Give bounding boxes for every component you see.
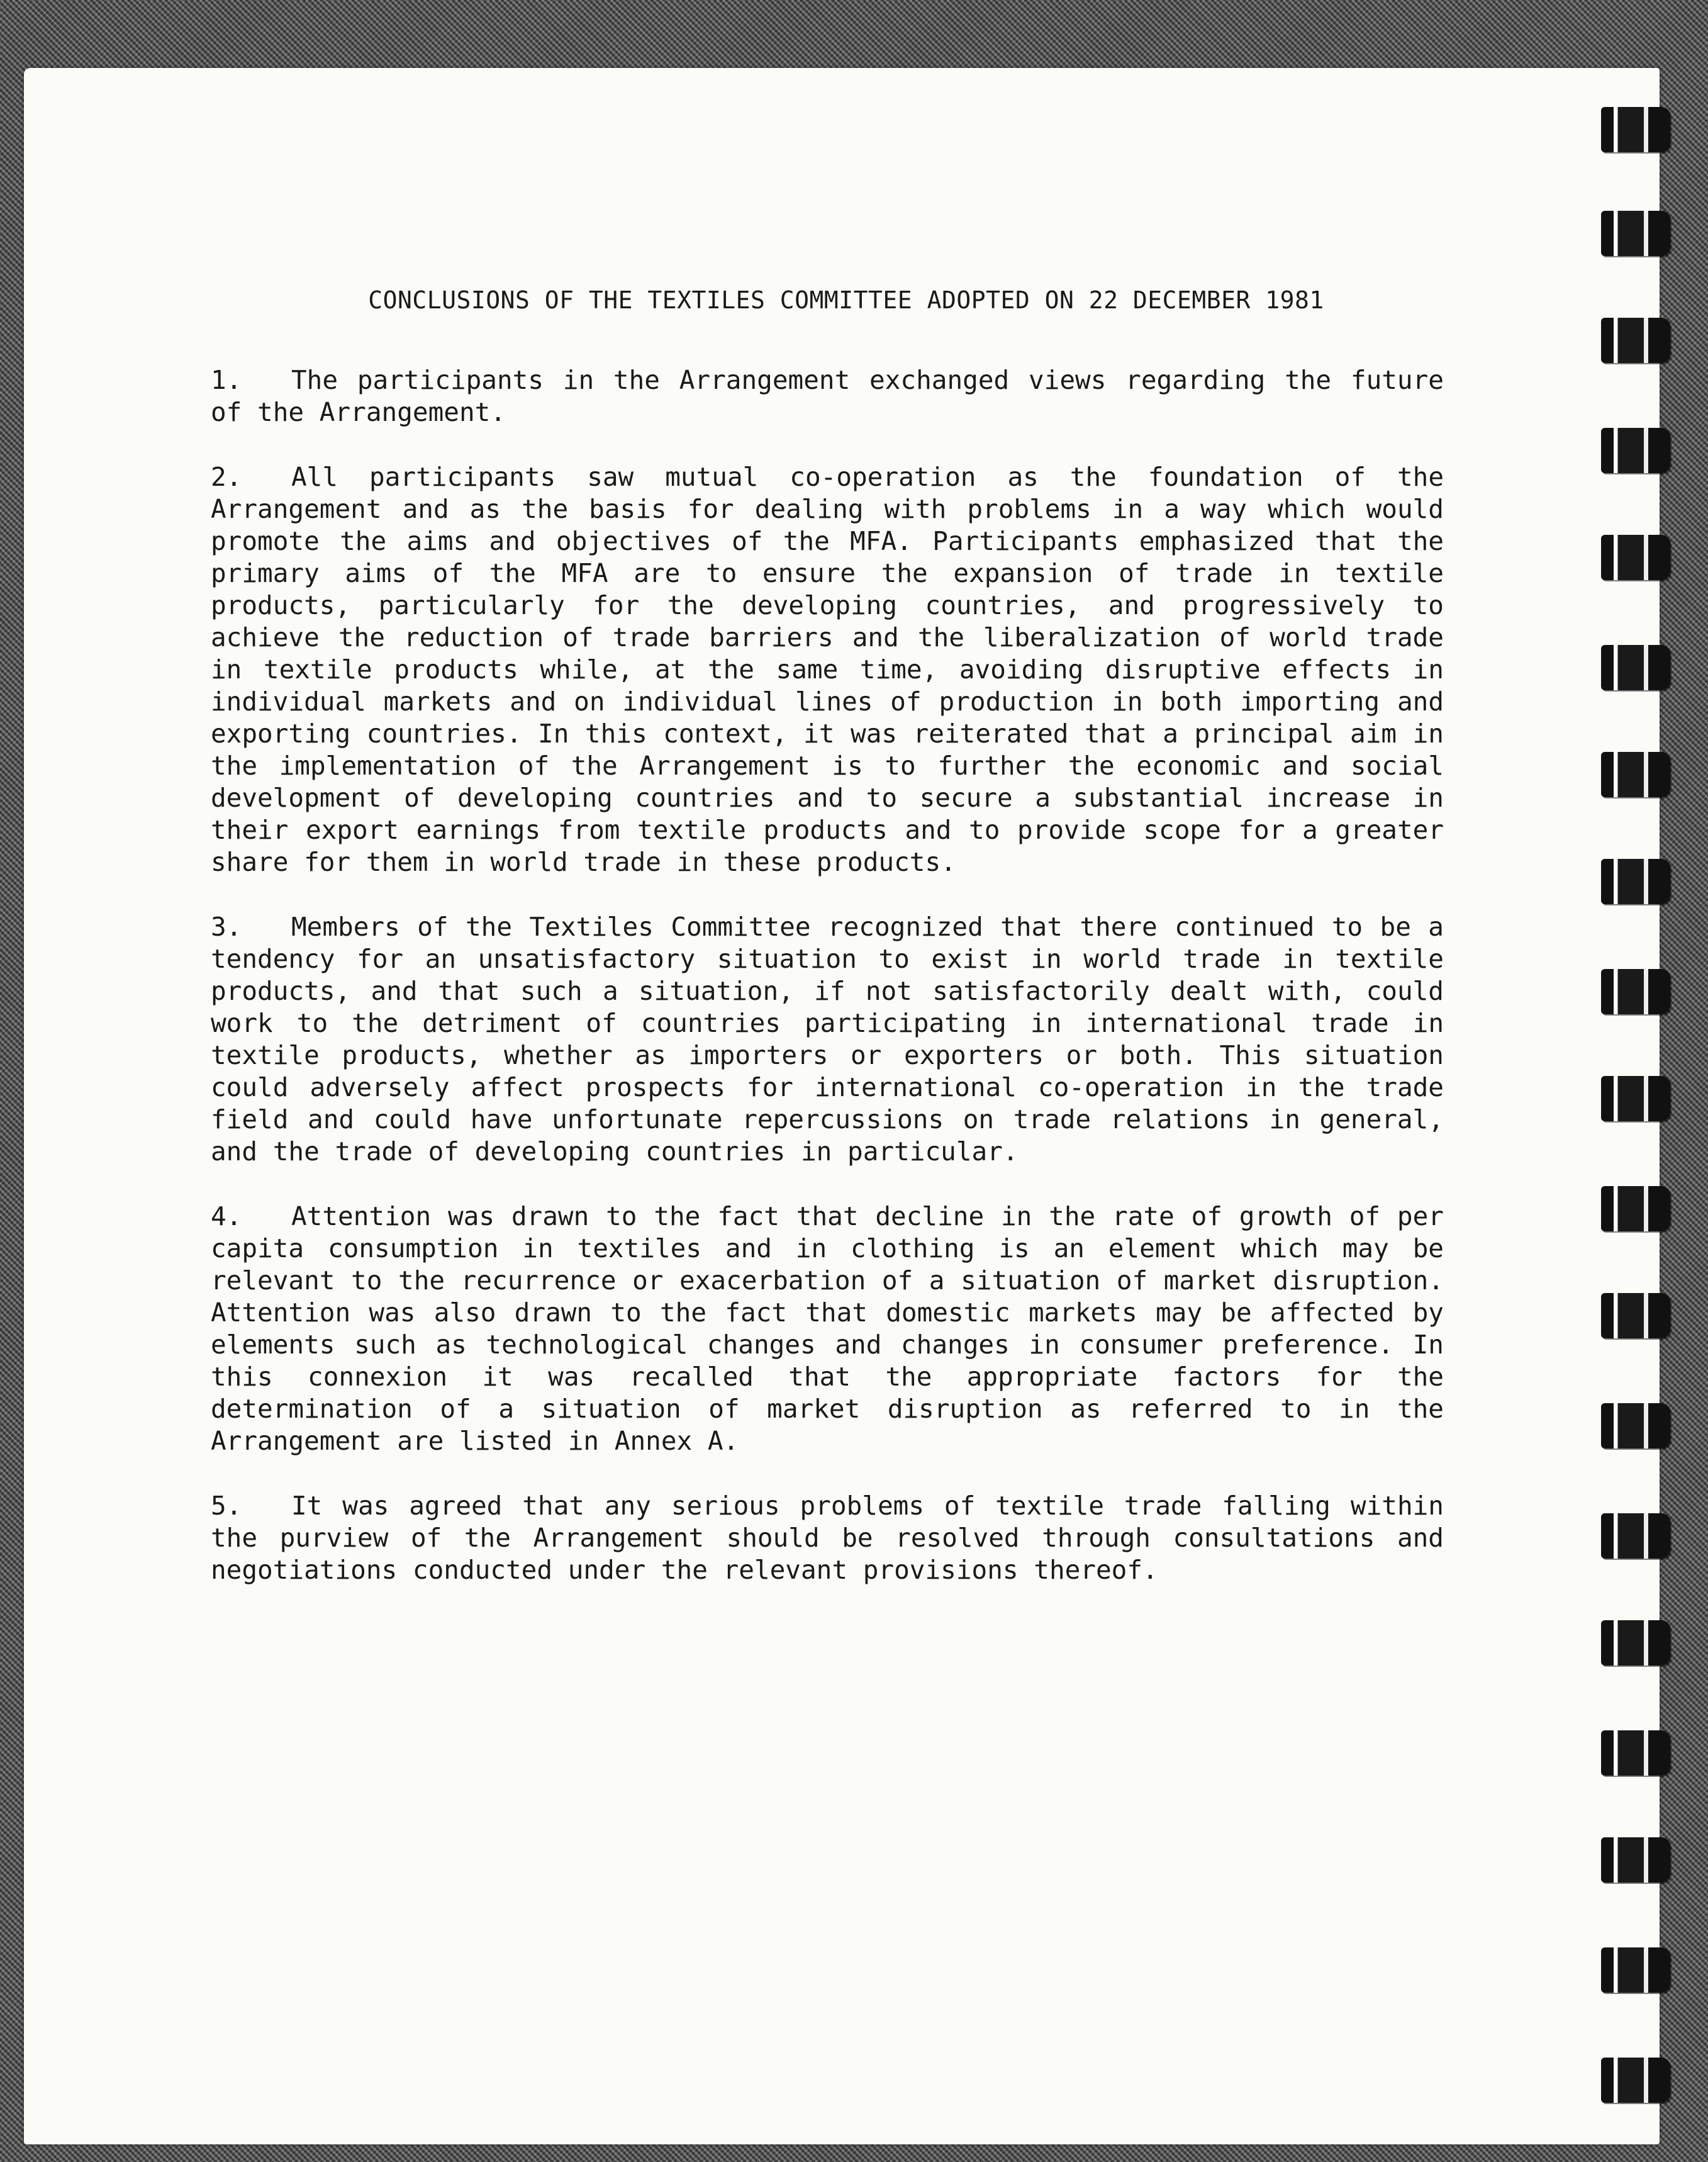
binding-ring xyxy=(1601,2058,1670,2103)
paragraph-5 xyxy=(211,1490,1444,1586)
document-body xyxy=(211,286,1444,1619)
binding-ring xyxy=(1601,107,1670,152)
binding-ring xyxy=(1601,1620,1670,1666)
paragraph-3 xyxy=(211,911,1444,1168)
binding-ring xyxy=(1601,535,1670,580)
binding-ring xyxy=(1601,1186,1670,1231)
binding-ring xyxy=(1601,1730,1670,1776)
paragraph-1 xyxy=(211,364,1444,428)
paragraph-number: 5. xyxy=(211,1491,242,1521)
paragraph-number: 3. xyxy=(211,912,242,942)
paragraph-number: 1. xyxy=(211,365,242,395)
binding-ring xyxy=(1601,318,1670,363)
spiral-binding xyxy=(1601,107,1683,2146)
binding-ring xyxy=(1601,969,1670,1014)
binding-ring xyxy=(1601,1513,1670,1559)
binding-ring xyxy=(1601,1293,1670,1338)
binding-ring xyxy=(1601,211,1670,256)
binding-ring xyxy=(1601,1837,1670,1883)
paragraph-text: All participants saw mutual co-operation as the foundation of the Arrangement and as the basis for dealing with problems in a way which would promote the aims and objectives of the MFA. Participants emphasized that the primary aims of the MFA are to ensure the expansion of trade in textile products, particularly for the developing countries, and progressively to achieve the reduction of trade barriers and the liberalization of world trade in textile products while, at the same time, avoiding disruptive effects in individual markets and on individual lines of production in both importing and exporting countries. In this context, it was reiterated that a principal aim in the implementation of the Arrangement is to further the economic and social development of developing countries and to secure a substantial increase in their export earnings from textile products and to provide scope for a greater share for them in world trade in these products. xyxy=(211,462,1444,877)
binding-ring xyxy=(1601,645,1670,690)
binding-ring xyxy=(1601,428,1670,473)
binding-ring xyxy=(1601,752,1670,797)
binding-ring xyxy=(1601,1403,1670,1448)
binding-ring xyxy=(1601,859,1670,904)
paragraph-4 xyxy=(211,1201,1444,1457)
paragraph-text: It was agreed that any serious problems of textile trade falling within the purview of the Arrangement should be resolved through consultations and negotiations conducted under the relevant provisions thereof. xyxy=(211,1491,1444,1585)
binding-ring xyxy=(1601,1947,1670,1993)
document-title: CONCLUSIONS OF THE TEXTILES COMMITTEE ADOPTED ON 22 DECEMBER 1981 xyxy=(368,286,1324,314)
paragraph-number: 2. xyxy=(211,462,242,492)
paragraph-2 xyxy=(211,461,1444,878)
paragraph-text: Attention was drawn to the fact that decline in the rate of growth of per capita consumption in textiles and in clothing is an element which may be relevant to the recurrence or exacerbation of a situation of market disruption. Attention was also drawn to the fact that domestic markets may be affected by elements such as technological changes and changes in consumer preference. In this connexion it was recalled that the appropriate factors for the determination of a situation of market disruption as referred to in the Arrangement are listed in Annex A. xyxy=(211,1201,1444,1456)
binding-ring xyxy=(1601,1076,1670,1121)
paragraph-number: 4. xyxy=(211,1201,242,1231)
paragraph-text: The participants in the Arrangement exchanged views regarding the future of the Arrangement. xyxy=(211,365,1444,427)
paragraph-text: Members of the Textiles Committee recognized that there continued to be a tendency for an unsatisfactory situation to exist in world trade in textile products, and that such a situation, if not satisfactorily dealt with, could work to the detriment of countries participating in international trade in textile products, whether as importers or exporters or both. This situation could adversely affect prospects for international co-operation in the trade field and could have unfortunate repercussions on trade relations in general, and the trade of developing countries in particular. xyxy=(211,912,1444,1167)
